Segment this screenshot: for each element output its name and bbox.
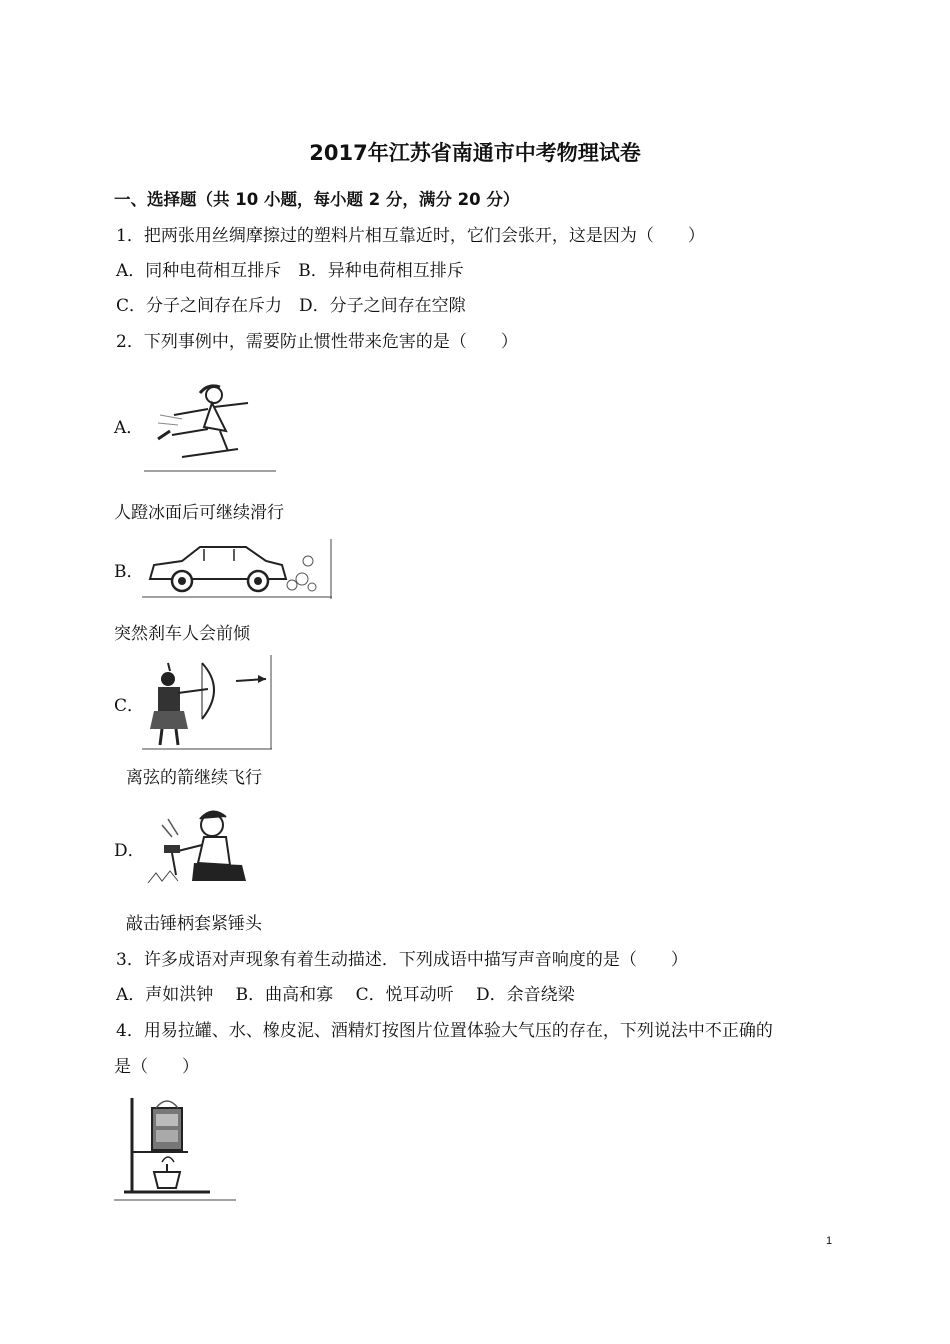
option-b-label: B．: [114, 562, 144, 582]
question-1-stem: 1．把两张用丝绸摩擦过的塑料片相互靠近时，它们会张开，这是因为（ ）: [116, 226, 705, 246]
can-on-stand-figure: [114, 1088, 238, 1202]
question-2-stem: 2．下列事例中，需要防止惯性带来危害的是（ ）: [116, 332, 518, 352]
skater-figure: [142, 375, 278, 473]
option-c-caption: 离弦的箭继续飞行: [126, 768, 262, 788]
page-title: 2017年江苏省南通市中考物理试卷: [309, 141, 641, 165]
braking-car-figure: [142, 539, 334, 601]
option-a-label: A．: [114, 418, 144, 438]
question-4-stem-line-2: 是（ ）: [114, 1057, 199, 1077]
question-3-options: A．声如洪钟 B．曲高和寡 C．悦耳动听 D．余音绕梁: [116, 985, 575, 1005]
option-b-caption: 突然刹车人会前倾: [114, 624, 250, 644]
option-c-label: C．: [114, 696, 145, 716]
option-a-caption: 人蹬冰面后可继续滑行: [114, 503, 284, 523]
section-heading: 一、选择题（共 10 小题，每小题 2 分，满分 20 分）: [114, 190, 520, 209]
hammer-figure: [142, 805, 266, 887]
option-d-caption: 敲击锤柄套紧锤头: [126, 914, 262, 934]
page-number: 1: [826, 1235, 833, 1247]
question-1-options-row-1: A．同种电荷相互排斥 B．异种电荷相互排斥: [116, 261, 464, 281]
option-d-label: D．: [114, 841, 145, 861]
archer-figure: [142, 655, 274, 751]
question-4-stem-line-1: 4．用易拉罐、水、橡皮泥、酒精灯按图片位置体验大气压的存在，下列说法中不正确的: [116, 1021, 773, 1041]
question-3-stem: 3．许多成语对声现象有着生动描述．下列成语中描写声音响度的是（ ）: [116, 950, 688, 970]
question-1-options-row-2: C．分子之间存在斥力 D．分子之间存在空隙: [116, 296, 466, 316]
